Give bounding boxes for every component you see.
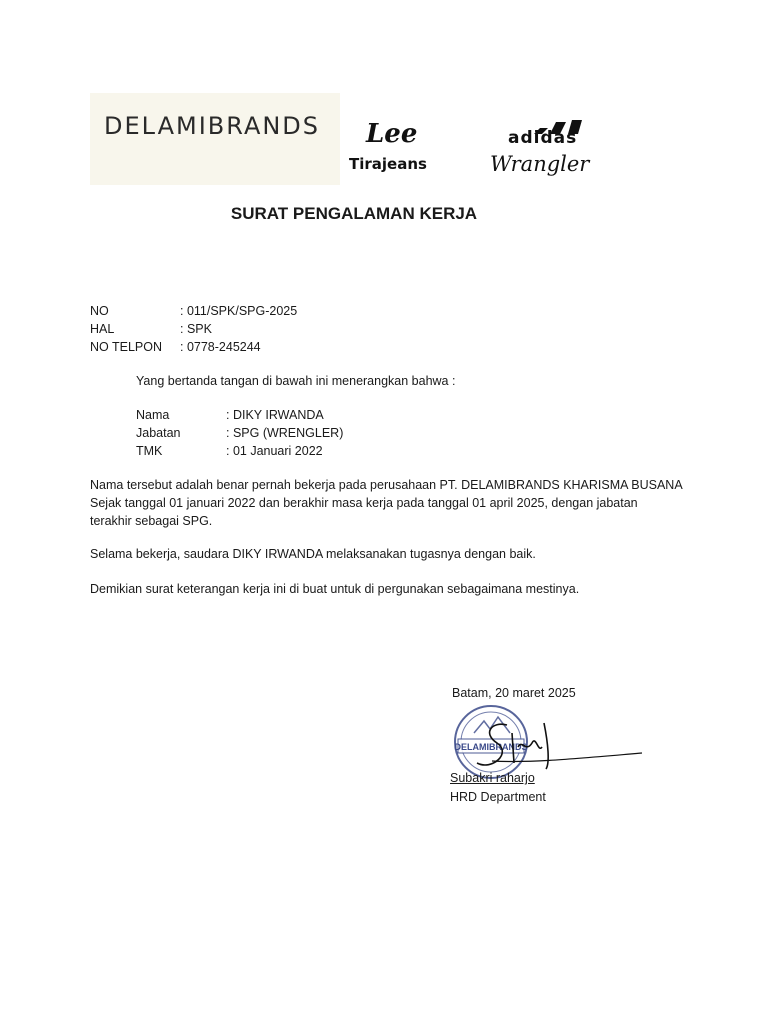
tmk-label: TMK	[136, 444, 163, 458]
nama-label: Nama	[136, 408, 170, 422]
telpon-value: : 0778-245244	[180, 340, 261, 354]
nama-value: : DIKY IRWANDA	[226, 408, 324, 422]
adidas-logo: adidas	[508, 128, 578, 148]
jabatan-value: : SPG (WRENGLER)	[226, 426, 344, 440]
lee-logo: Lee	[366, 119, 418, 149]
jabatan-label: Jabatan	[136, 426, 181, 440]
tmk-value: : 01 Januari 2022	[226, 444, 323, 458]
document-title: SURAT PENGALAMAN KERJA	[230, 204, 478, 223]
paragraph-2: Selama bekerja, saudara DIKY IRWANDA melaksanakan tugasnya dengan baik.	[90, 547, 536, 561]
intro-text: Yang bertanda tangan di bawah ini menerangkan bahwa :	[136, 374, 456, 388]
hal-label: HAL	[90, 322, 115, 336]
paragraph-1-line-1: Nama tersebut adalah benar pernah bekerja pada perusahaan PT. DELAMIBRANDS KHARISMA BUSANA	[90, 478, 683, 492]
place-date: Batam, 20 maret 2025	[452, 686, 576, 700]
paragraph-1-line-2: Sejak tanggal 01 januari 2022 dan berakhir masa kerja pada tanggal 01 april 2025, dengan jabatan	[90, 496, 638, 510]
svg-text:DELAMIBRANDS: DELAMIBRANDS	[454, 742, 528, 752]
telpon-label: NO TELPON	[90, 340, 163, 354]
hal-value: : SPK	[180, 322, 212, 336]
no-label: NO	[90, 304, 109, 318]
paragraph-3: Demikian surat keterangan kerja ini di buat untuk di pergunakan sebagaimana mestinya.	[90, 582, 580, 596]
wrangler-logo: Wrangler	[490, 152, 590, 176]
no-value: : 011/SPK/SPG-2025	[180, 304, 298, 318]
signatory-name: Subakri raharjo	[450, 771, 535, 785]
delamibrands-logo: DELAMIBRANDS	[104, 112, 321, 140]
signatory-department: HRD Department	[450, 790, 546, 804]
paragraph-1-line-3: terakhir sebagai SPG.	[90, 514, 213, 528]
tirajeans-logo: Tirajeans	[349, 155, 427, 173]
